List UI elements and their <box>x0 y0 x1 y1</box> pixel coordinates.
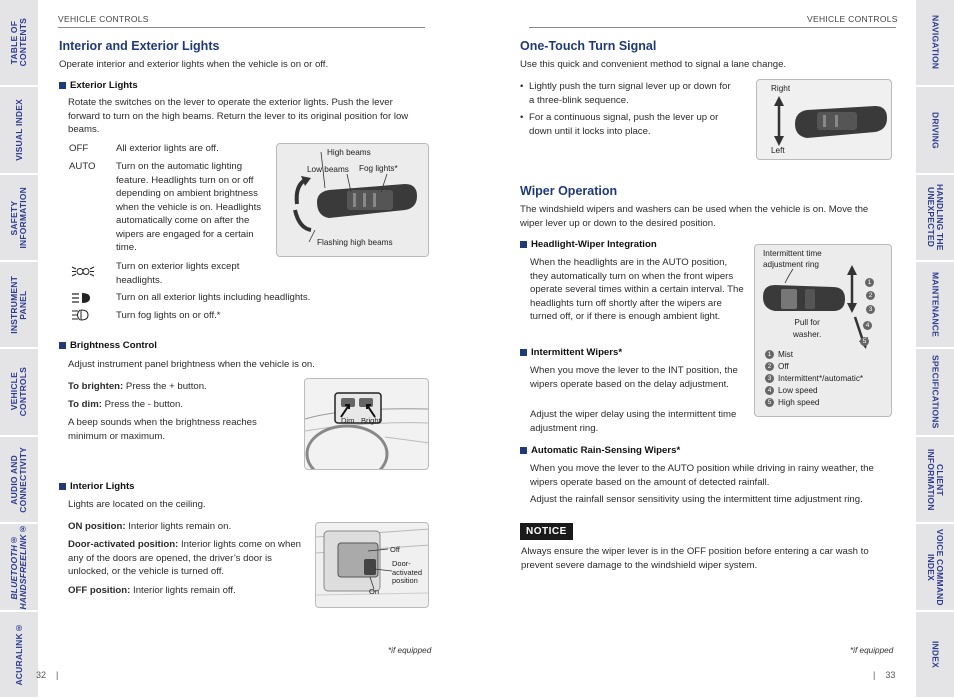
tab-label: ACURALINK® <box>13 623 24 686</box>
brightness-beep-note: A beep sounds when the brightness reaches minimum or maximum. <box>68 417 257 442</box>
parking-lights-icon <box>71 265 95 278</box>
dim-instruction <box>68 398 308 412</box>
legend-number: 4 <box>765 386 774 395</box>
callout-number: 3 <box>866 305 875 314</box>
interior-off <box>68 584 308 598</box>
callout-number: 4 <box>863 321 872 330</box>
section-title: Interior and Exterior Lights <box>59 39 220 53</box>
brighten-text: Press the + button. <box>123 381 207 392</box>
row-desc-auto: Turn on the automatic lighting feature. Headlights turn on or off depending on ambient brightness when the vehicle is on. Headlights automatically come on after the wipers are engaged for a certain time. <box>116 161 262 253</box>
heading-marker <box>59 483 66 490</box>
subheading-text: Intermittent Wipers* <box>531 347 623 358</box>
tab-maintenance[interactable] <box>916 262 954 349</box>
tab-label: INDEX <box>930 641 941 668</box>
legend-3 <box>765 374 863 384</box>
subheading-text: Headlight-Wiper Integration <box>531 239 657 250</box>
off-label: OFF position: <box>68 585 131 596</box>
label-high-beams: High beams <box>327 148 371 157</box>
left-section-tabs <box>0 0 38 699</box>
list-item: • Lightly push the turn signal lever up or down for a three-blink sequence. <box>520 80 735 107</box>
legend-5 <box>765 398 819 408</box>
tab-driving[interactable] <box>916 87 954 175</box>
heading-marker <box>520 241 527 248</box>
interior-lights-figure <box>315 522 429 608</box>
notice-badge: NOTICE <box>520 523 573 540</box>
on-text: Interior lights remain on. <box>125 521 232 532</box>
page-number: | 33 <box>873 670 896 680</box>
on-label: ON position: <box>68 521 126 532</box>
tab-index[interactable] <box>916 612 954 699</box>
tab-label: INSTRUMENT PANEL <box>9 275 28 334</box>
heading-marker <box>520 447 527 454</box>
section-title-wiper: Wiper Operation <box>520 184 618 198</box>
legend-text: High speed <box>778 398 820 407</box>
callout-2 <box>866 291 879 301</box>
legend-text: Off <box>778 362 789 371</box>
headlight-wiper-body: When the headlights are in the AUTO position, they automatically turn on when the front wipers operate several times within a certain interval. The headlights turn off shortly after the wipers are turned off, or if there is enough ambient light. <box>530 257 744 322</box>
tab-visual-index[interactable] <box>0 87 38 175</box>
interior-door <box>68 538 306 579</box>
subheading-exterior-lights <box>59 80 138 91</box>
tab-label: HANDLING THE UNEXPECTED <box>926 184 945 251</box>
footnote: *if equipped <box>388 646 432 655</box>
subheading-interior-lights <box>59 481 135 492</box>
headlights-icon <box>71 292 91 304</box>
tab-label: AUDIO AND CONNECTIVITY <box>9 446 28 513</box>
tab-table-of-contents[interactable] <box>0 0 38 87</box>
row-desc-parking: Turn on exterior lights except headlights. <box>116 261 240 286</box>
heading-marker <box>59 342 66 349</box>
exterior-lights-lever-figure <box>276 143 429 257</box>
left-page <box>38 0 477 699</box>
door-text: Interior lights come on when any of the doors are opened, the driver’s door is unlocked, or the vehicle is turned off. <box>68 539 301 577</box>
page-number-value: 33 <box>885 670 896 680</box>
label-right: Right <box>771 84 791 93</box>
turn-signal-bullets <box>520 80 735 142</box>
label-bright: Bright <box>361 416 381 425</box>
header-rule <box>529 27 896 28</box>
tab-bluetooth-handsfreelink[interactable] <box>0 524 38 612</box>
page-number-value: 32 <box>36 670 47 680</box>
legend-text: Mist <box>778 350 794 359</box>
header-rule <box>58 27 425 28</box>
tab-label: SAFETY INFORMATION <box>9 186 28 249</box>
tab-audio-connectivity[interactable] <box>0 437 38 524</box>
notice-text: Always ensure the wiper lever is in the OFF position before entering a car wash to prevent severe damage to the windshield wiper system. <box>521 546 869 571</box>
legend-number: 5 <box>765 398 774 407</box>
callout-number: 2 <box>866 291 875 300</box>
row-desc-fog: Turn fog lights on or off.* <box>116 310 221 321</box>
tab-label: CLIENT INFORMATION <box>926 448 945 511</box>
subheading-text: Brightness Control <box>70 340 157 351</box>
heading-marker <box>59 82 66 89</box>
subheading-rain-sensing <box>520 445 680 456</box>
legend-number: 1 <box>765 350 774 359</box>
tab-label: DRIVING <box>930 111 941 149</box>
callout-number: 5 <box>860 337 869 346</box>
label-on: On <box>369 587 380 596</box>
tab-label: MAINTENANCE <box>930 271 941 337</box>
subheading-text: Automatic Rain-Sensing Wipers* <box>531 445 681 456</box>
label-dim: Dim <box>341 416 355 425</box>
legend-4 <box>765 386 818 396</box>
tab-label: VEHICLE CONTROLS <box>9 367 28 417</box>
fog-lights-icon <box>71 308 89 322</box>
callout-4 <box>863 321 876 331</box>
tab-safety-information[interactable] <box>0 175 38 262</box>
subheading-headlight-wiper <box>520 239 657 250</box>
right-page <box>477 0 916 699</box>
rain-sensing-body-1: When you move the lever to the AUTO position while driving in rainy weather, the wipers operate based on the amount of detected rainfall. <box>530 463 874 488</box>
tab-label: NAVIGATION <box>930 15 941 70</box>
dim-text: Press the - button. <box>101 399 183 410</box>
callout-number: 1 <box>865 278 874 287</box>
callout-1 <box>865 278 878 288</box>
row-key-off: OFF <box>69 143 89 154</box>
intermittent-body-1: When you move the lever to the INT position, the wipers operate based on the delay adjustment. <box>530 365 738 390</box>
interior-on <box>68 520 308 534</box>
label-low-beams: Low beams <box>307 165 349 174</box>
tab-navigation[interactable] <box>916 0 954 87</box>
list-item: • For a continuous signal, push the lever up or down until it locks into place. <box>520 111 735 138</box>
intermittent-body-2: Adjust the wiper delay using the intermittent time adjustment ring. <box>530 409 737 434</box>
subheading-brightness <box>59 340 157 351</box>
brightness-control-figure <box>304 378 429 470</box>
tab-label: VISUAL INDEX <box>13 99 24 161</box>
label-pull-washer: Pull for washer. <box>793 318 822 339</box>
running-head: VEHICLE CONTROLS <box>58 14 149 24</box>
footnote: *if equipped <box>850 646 894 655</box>
tab-label: BLUETOOTH® HANDSFREELINK® <box>9 524 28 610</box>
tab-specifications[interactable] <box>916 349 954 437</box>
subheading-text: Interior Lights <box>70 481 135 492</box>
row-desc-off: All exterior lights are off. <box>116 143 219 154</box>
running-head: VEHICLE CONTROLS <box>807 14 898 24</box>
tab-label: TABLE OF CONTENTS <box>9 18 28 67</box>
subheading-intermittent <box>520 347 622 358</box>
turn-signal-lever-figure <box>756 79 892 160</box>
tab-vehicle-controls[interactable] <box>0 349 38 437</box>
legend-1 <box>765 350 793 360</box>
legend-number: 3 <box>765 374 774 383</box>
legend-text: Low speed <box>778 386 818 395</box>
interior-intro: Lights are located on the ceiling. <box>68 499 206 510</box>
right-section-tabs <box>916 0 954 699</box>
section-intro: Operate interior and exterior lights when the vehicle is on or off. <box>59 59 329 70</box>
page-number: 32 | <box>36 670 59 680</box>
callout-5 <box>860 337 873 347</box>
label-adjustment-ring: Intermittent time adjustment ring <box>763 249 822 269</box>
tab-label: VOICE COMMAND INDEX <box>926 528 945 606</box>
row-desc-headlights: Turn on all exterior lights including headlights. <box>116 292 311 303</box>
subheading-text: Exterior Lights <box>70 80 138 91</box>
legend-text: Intermittent*/automatic* <box>778 374 864 383</box>
label-fog-lights: Fog lights* <box>359 164 398 173</box>
off-text: Interior lights remain off. <box>130 585 236 596</box>
tab-handling-unexpected[interactable] <box>916 175 954 262</box>
turn-signal-intro: Use this quick and convenient method to signal a lane change. <box>520 59 787 70</box>
label-flashing-high-beams: Flashing high beams <box>317 238 393 247</box>
brighten-instruction <box>68 380 308 394</box>
tab-client-information[interactable] <box>916 437 954 524</box>
brightness-intro: Adjust instrument panel brightness when the vehicle is on. <box>68 359 315 370</box>
brighten-label: To brighten: <box>68 381 124 392</box>
heading-marker <box>520 349 527 356</box>
wiper-intro: The windshield wipers and washers can be used when the vehicle is on. Move the wiper lever up or down to the desired position. <box>520 204 869 229</box>
section-title-turn-signal: One-Touch Turn Signal <box>520 39 657 53</box>
dim-label: To dim: <box>68 399 102 410</box>
tab-acuralink[interactable] <box>0 612 38 699</box>
callout-3 <box>866 305 879 315</box>
tab-voice-command-index[interactable] <box>916 524 954 612</box>
door-label: Door-activated position: <box>68 539 179 550</box>
exterior-body: Rotate the switches on the lever to operate the exterior lights. Push the lever forward to turn on the high beams. Return the lever to its original position for low beams. <box>68 97 409 135</box>
label-left: Left <box>771 146 785 155</box>
tab-label: SPECIFICATIONS <box>930 355 941 429</box>
label-door-activated: Door- activated position <box>392 559 423 585</box>
legend-number: 2 <box>765 362 774 371</box>
tab-instrument-panel[interactable] <box>0 262 38 349</box>
legend-2 <box>765 362 789 372</box>
rain-sensing-body-2: Adjust the rainfall sensor sensitivity using the intermittent time adjustment ring. <box>530 494 863 505</box>
wiper-lever-figure <box>754 244 892 417</box>
row-key-auto: AUTO <box>69 161 96 172</box>
label-off: Off <box>390 545 400 554</box>
